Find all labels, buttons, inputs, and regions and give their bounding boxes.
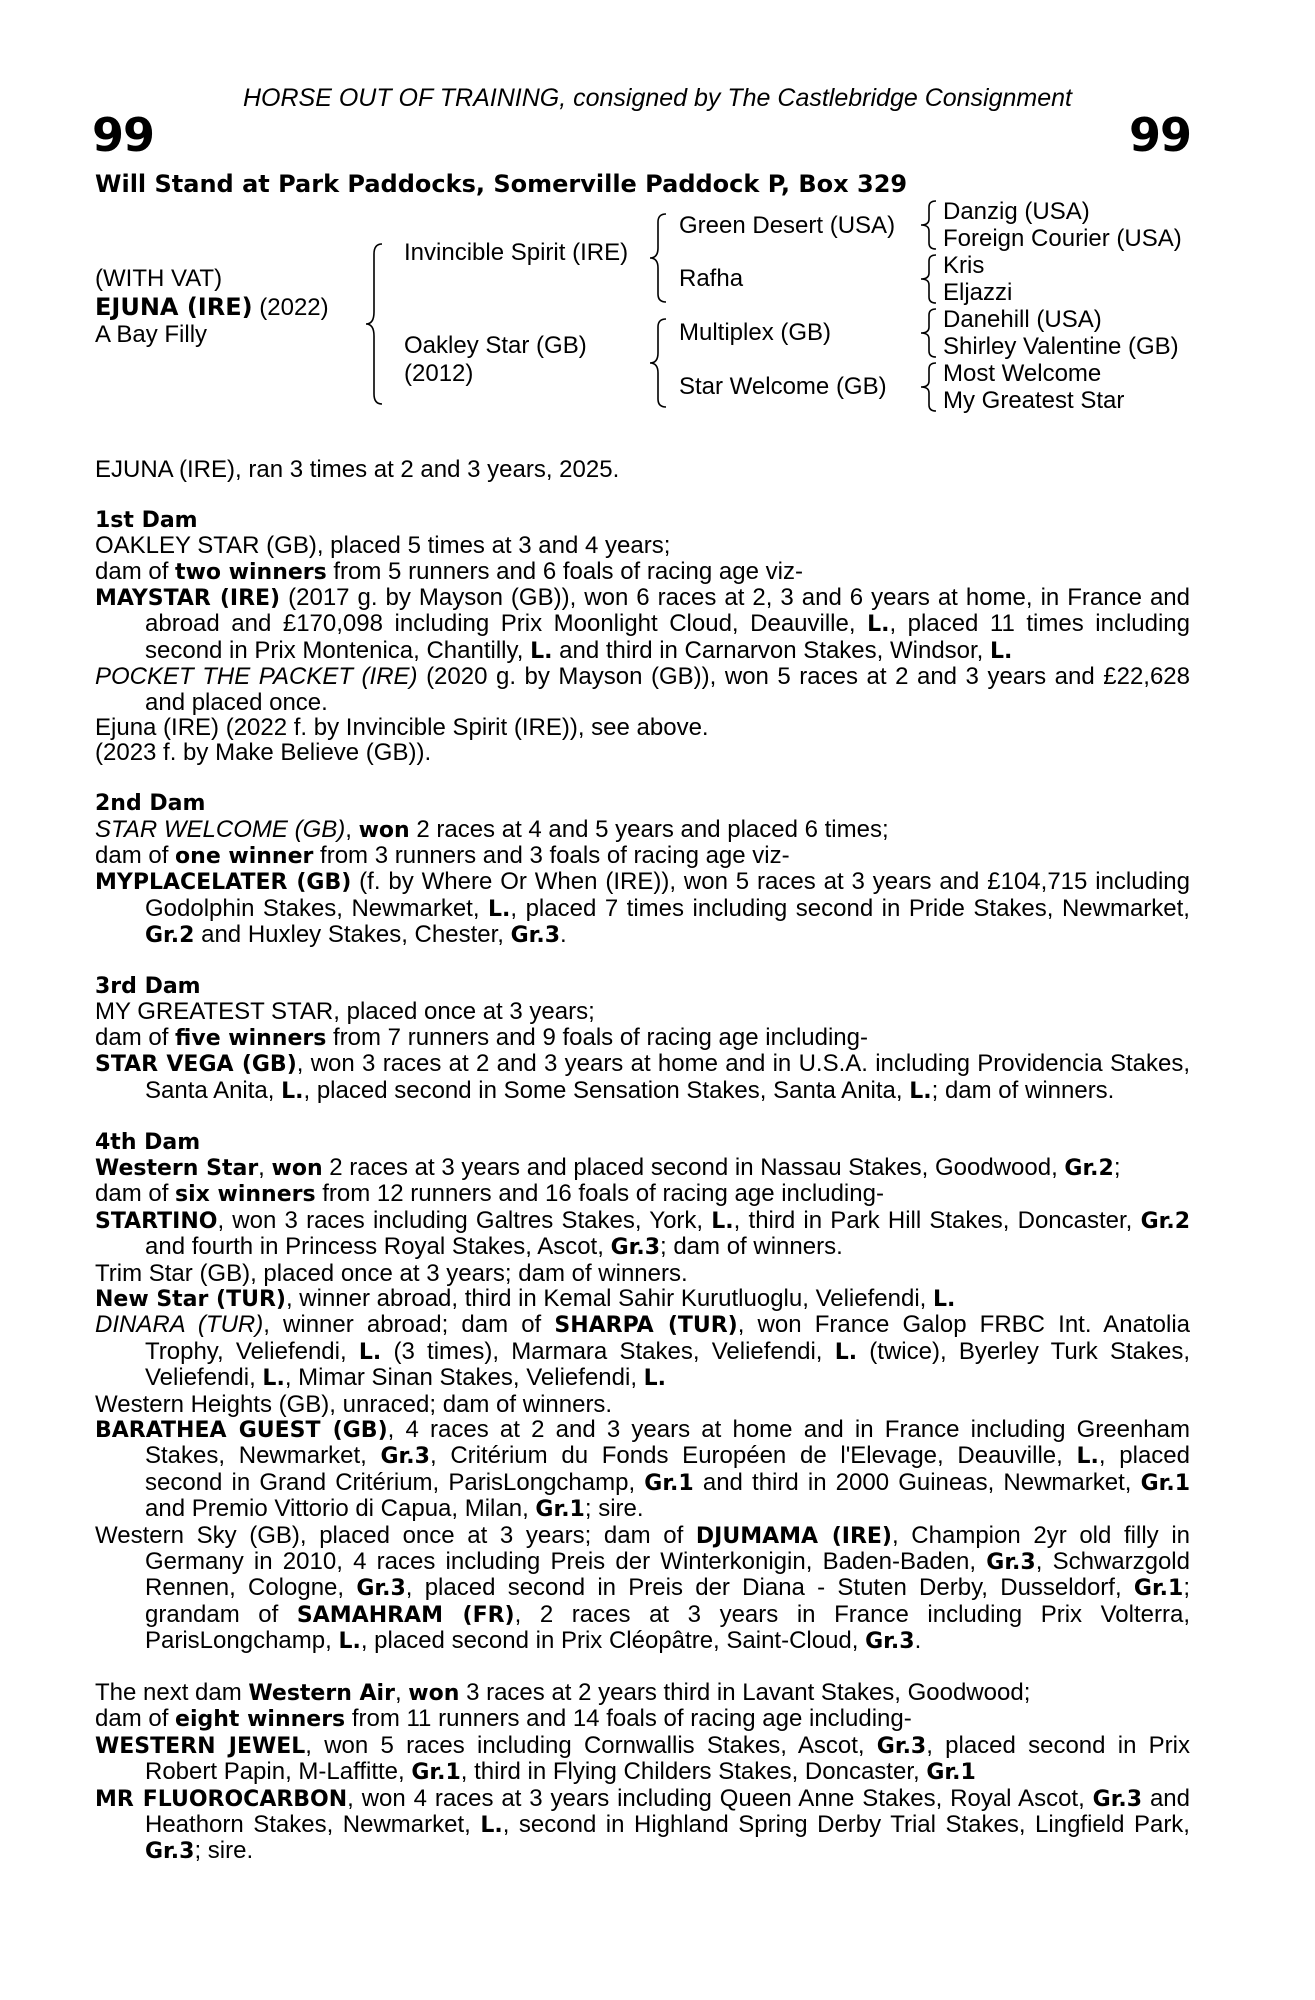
text: , third in Park Hill Stakes, Doncaster, [733,1206,1141,1234]
text: ; sire. [194,1837,254,1865]
first-dam-section [95,508,1190,766]
text: , placed 11 times including second in Prix Montenica, Chantilly, [145,610,1190,664]
text: , second in Highland Spring Derby Trial Stakes, Lingfield Park, [502,1811,1190,1839]
race-grade: Gr.1 [411,1760,461,1786]
race-grade: L. [834,1339,858,1365]
text: from 5 runners and 6 foals of racing age viz- [326,557,803,585]
winners-count: five winners [175,1025,327,1051]
produce-summary [95,843,1190,869]
pedigree-brace-dam [648,315,672,411]
race-grade: Gr.1 [926,1760,976,1786]
text: ; sire. [584,1495,644,1523]
horse-name: STAR VEGA (GB) [95,1052,297,1078]
text: 3 races at 2 years third in Lavant Stakes, Goodwood; [459,1679,1031,1707]
won-label: won [408,1681,460,1707]
horse-name: MR FLUOROCARBON [95,1786,348,1812]
race-grade: Gr.3 [356,1576,406,1602]
text: , placed second in Grand Critérium, ParisLongchamp, [145,1442,1191,1496]
produce-entry [95,664,1190,715]
dam-line: MY GREATEST STAR, placed once at 3 years; [95,998,595,1026]
produce-entry [95,1733,1190,1786]
horse-description: A Bay Filly [95,321,208,348]
text: dam of [95,557,176,585]
race-record [95,457,1190,482]
text: and third in Carnarvon Stakes, Windsor, [552,636,991,664]
race-grade: Gr.1 [644,1470,694,1496]
section-heading: 1st Dam [95,507,198,533]
pedigree-brace-sd [918,251,942,307]
text: , winner abroad, third in Kemal Sahir Kurutluoglu, Veliefendi, [285,1284,933,1312]
lot-number-left: 99 [92,108,155,162]
lot-number-right: 99 [1128,108,1191,162]
produce-entry [95,1051,1190,1104]
text: , winner abroad; dam of [263,1311,555,1339]
pedigree-brace-sire [648,210,672,306]
text: , [345,815,359,843]
text: , Critérium du Fonds Européen de l'Elevage, Deauville, [429,1442,1077,1470]
text: , placed second in Prix Robert Papin, M-Laffitte, [145,1731,1190,1786]
produce-entry: (2023 f. by Make Believe (GB)). [95,739,432,767]
text: and Heathorn Stakes, Newmarket, [145,1784,1190,1839]
produce-entry [95,585,1190,664]
horse-name: MYPLACELATER (GB) [95,870,352,896]
catalogue-notes [95,457,1190,1890]
intro-line: EJUNA (IRE), ran 3 times at 2 and 3 years, 2025. [95,456,620,483]
winners-count: six winners [175,1182,316,1208]
produce-entry: Western Heights (GB), unraced; dam of winners. [95,1390,613,1418]
section-heading: 3rd Dam [95,974,201,1000]
text: (2020 g. by Mayson (GB)), won 5 races at 2 and 3 years and £22,628 and placed once. [145,663,1190,716]
race-grade: L. [711,1208,734,1234]
text: ; [1113,1153,1121,1181]
text: from 7 runners and 9 foals of racing age including- [326,1023,868,1051]
text: and third in 2000 Guineas, Newmarket, [693,1468,1141,1496]
section-heading: 2nd Dam [95,791,206,817]
text: from 11 runners and 14 foals of racing age including- [345,1705,912,1733]
race-grade: L. [909,1078,932,1104]
produce-entry: Ejuna (IRE) (2022 f. by Invincible Spirit (IRE)), see above. [95,714,709,742]
produce-entry [95,869,1190,948]
text: ; dam of winners. [660,1233,843,1261]
text: dam of [95,1705,176,1733]
text: , placed second in Preis der Diana - Stuten Derby, Dusseldorf, [405,1574,1134,1602]
text: , won 3 races including Galtres Stakes, York, [217,1206,712,1234]
text: and fourth in Princess Royal Stakes, Ascot, [145,1233,611,1261]
text: , won 4 races at 3 years including Queen Anne Stakes, Royal Ascot, [347,1784,1093,1812]
winners-count: eight winners [175,1707,346,1733]
winners-count: two winners [175,559,327,585]
race-grade: Gr.3 [1092,1786,1143,1812]
produce-summary [95,559,1190,585]
text: (2017 g. by Mayson (GB)), won 6 races at 2, 3 and 6 years at home, in France and abroad and £170,098 including Prix Moonlight Cloud, Deauville, [145,584,1191,638]
dam-dam-dam: My Greatest Star [943,387,1125,414]
text: 2 races at 4 and 5 years and placed 6 times; [409,815,889,843]
text: and Huxley Stakes, Chester, [194,921,511,949]
next-dam-section [95,1680,1190,1865]
horse-name: WESTERN JEWEL [95,1733,306,1759]
race-grade: Gr.1 [535,1497,585,1523]
horse-name: SAMAHRAM (FR) [296,1602,515,1628]
text: (f. by Where Or When (IRE)), won 5 races at 3 years and £104,715 including Godolphin Stakes, Newmarket, [145,868,1190,922]
race-grade: Gr.1 [1133,1576,1184,1602]
sire-dam-dam: Eljazzi [943,279,1013,306]
race-grade: L. [530,638,553,664]
text: , 2 races at 3 years in France including Prix Volterra, ParisLongchamp, [145,1600,1190,1655]
pedigree-brace-main [364,240,404,410]
produce-entry [95,1786,1190,1865]
sire-sire-dam: Foreign Courier (USA) [943,225,1182,252]
dam-sire-sire: Danehill (USA) [943,306,1102,333]
text: , third in Flying Childers Stakes, Doncaster, [460,1758,927,1786]
race-grade: Gr.3 [380,1444,430,1470]
section-heading: 4th Dam [95,1129,201,1155]
sire-sire: Green Desert (USA) [679,212,896,239]
pedigree-brace-dd [918,359,942,415]
sire-dam-sire: Kris [943,252,985,279]
dam-line [95,1155,1190,1181]
text: , 4 races at 2 and 3 years at home and in France including Greenham Stakes, Newmarket, [145,1415,1190,1470]
race-grade: L. [933,1286,956,1312]
text: Western Sky (GB), placed once at 3 years; dam of [95,1521,696,1549]
text: , won 5 races including Cornwallis Stakes, Ascot, [305,1731,877,1759]
race-grade: Gr.2 [145,923,195,949]
text: 2 races at 3 years and placed second in Nassau Stakes, Goodwood, [322,1153,1065,1181]
race-grade: Gr.1 [1140,1470,1191,1496]
text: from 12 runners and 16 foals of racing age including- [315,1180,884,1208]
race-grade: Gr.3 [145,1839,195,1865]
dam-line: OAKLEY STAR (GB), placed 5 times at 3 and 4 years; [95,532,671,560]
produce-entry [95,1312,1190,1391]
third-dam-section [95,974,1190,1104]
text: and Premio Vittorio di Capua, Milan, [145,1495,536,1523]
sire: Invincible Spirit (IRE) [404,239,629,266]
horse-name: New Star (TUR) [95,1286,286,1312]
vat-note: (WITH VAT) [95,265,223,292]
race-grade: Gr.2 [1064,1155,1114,1181]
race-grade: Gr.3 [876,1733,927,1759]
horse-name: SHARPA (TUR) [554,1313,738,1339]
text: . [560,921,567,949]
horse-name-line [95,293,329,322]
horse-year: (2022) [259,294,329,321]
text: , won 3 races at 2 and 3 years at home and in U.S.A. including Providencia Stakes, Santa Anita, [145,1050,1190,1104]
catalogue-header: HORSE OUT OF TRAINING, consigned by The Castlebridge Consignment [242,84,1073,112]
horse-name: MAYSTAR (IRE) [95,586,281,612]
race-grade: Gr.3 [986,1550,1036,1575]
sire-sire-sire: Danzig (USA) [943,198,1090,225]
text: (twice), Byerley Turk Stakes, Veliefendi, [145,1337,1191,1392]
text: . [914,1627,922,1655]
race-grade: Gr.3 [510,923,561,949]
text: , Champion 2yr old filly in Germany in 2010, 4 races including Preis der Winterkonigin, Baden-Baden, [145,1521,1190,1575]
text: , won France Galop FRBC Int. Anatolia Trophy, Veliefendi, [145,1311,1191,1365]
dam-sire-dam: Shirley Valentine (GB) [943,333,1179,360]
race-grade: Gr.2 [1140,1208,1190,1234]
pedigree-brace-ss [918,197,942,253]
produce-summary [95,1706,1190,1732]
text: , placed second in Some Sensation Stakes, Santa Anita, [303,1076,910,1104]
horse-name: POCKET THE PACKET (IRE) [95,663,418,691]
dam-name: Western Star [95,1155,259,1181]
text: The next dam [95,1679,249,1707]
produce-entry [95,1417,1190,1523]
pedigree-brace-ds [918,305,942,361]
race-grade: L. [281,1078,304,1104]
race-grade: L. [643,1366,667,1392]
stand-location: Will Stand at Park Paddocks, Somerville Paddock P, Box 329 [95,170,908,198]
dam: Oakley Star (GB) [404,332,587,359]
sire-dam: Rafha [679,265,744,292]
race-grade: L. [338,1629,361,1655]
won-label: won [358,817,410,843]
produce-entry [95,1523,1190,1655]
text: ; grandam of [145,1574,1190,1628]
race-grade: L. [480,1813,503,1839]
produce-entry [95,1286,1190,1312]
text: dam of [95,1180,176,1208]
text: , placed second in Prix Cléopâtre, Saint-Cloud, [360,1627,866,1655]
fourth-dam-section [95,1130,1190,1655]
horse-name: STARTINO [95,1208,218,1234]
race-grade: Gr.3 [610,1235,660,1261]
dam-dam: Star Welcome (GB) [679,373,887,400]
race-grade: L. [867,612,890,638]
produce-summary [95,1025,1190,1051]
dam-name: STAR WELCOME (GB) [95,815,346,843]
race-grade: L. [1076,1444,1099,1470]
horse-name: BARATHEA GUEST (GB) [95,1417,388,1443]
text: , [394,1679,409,1707]
horse-name: EJUNA (IRE) [95,293,253,321]
text: dam of [95,1023,176,1051]
text: ; dam of winners. [931,1076,1115,1104]
second-dam-section [95,791,1190,948]
produce-entry: Trim Star (GB), placed once at 3 years; dam of winners. [95,1259,688,1287]
dam-line [95,817,1190,843]
race-grade: L. [262,1366,285,1392]
text: , placed 7 times including second in Pride Stakes, Newmarket, [510,894,1190,922]
produce-summary [95,1181,1190,1207]
race-grade: L. [990,638,1013,664]
dam-line [95,1680,1190,1706]
winners-count: one winner [175,844,314,870]
text: dam of [95,842,176,870]
dam-sire: Multiplex (GB) [679,319,832,346]
produce-entry [95,1208,1190,1261]
won-label: won [271,1155,323,1181]
horse-name: DINARA (TUR) [95,1311,264,1339]
text: , Schwarzgold Rennen, Cologne, [145,1548,1190,1602]
race-grade: L. [358,1339,382,1365]
text: , [258,1153,272,1181]
race-grade: L. [488,896,511,922]
race-grade: Gr.3 [865,1629,915,1655]
text: from 3 runners and 3 foals of racing age viz- [313,842,790,870]
text: , Mimar Sinan Stakes, Veliefendi, [284,1364,644,1392]
dam-year: (2012) [404,360,474,387]
text: (3 times), Marmara Stakes, Veliefendi, [381,1337,835,1365]
dam-dam-sire: Most Welcome [943,360,1102,387]
dam-name: Western Air [248,1681,395,1707]
horse-name: DJUMAMA (IRE) [695,1523,892,1549]
